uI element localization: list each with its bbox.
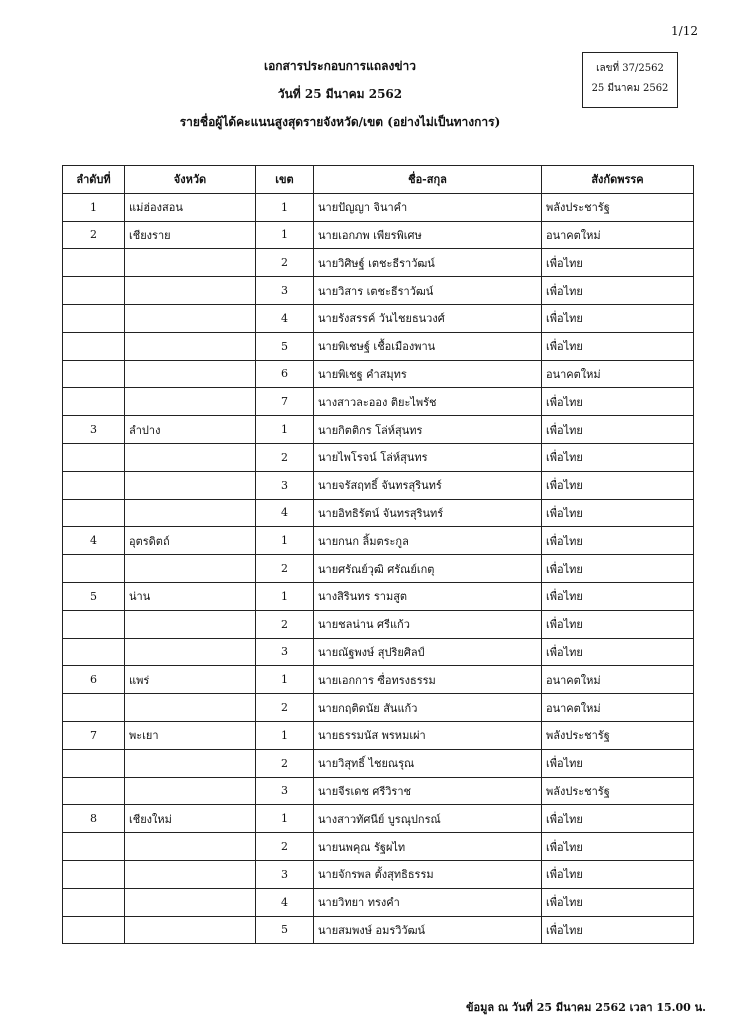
cell-name: นายพิเชฐ คำสมุทร [314,360,542,388]
cell-party: เพื่อไทย [542,332,694,360]
cell-party: เพื่อไทย [542,833,694,861]
cell-province: ลำปาง [125,416,256,444]
cell-name: นายจักรพล ตั้งสุทธิธรรม [314,860,542,888]
table-row [63,277,694,305]
header-party: สังกัดพรรค [542,166,694,194]
cell-province [125,332,256,360]
cell-province [125,860,256,888]
table-row [63,527,694,555]
cell-district: 5 [256,916,314,944]
cell-no [63,860,125,888]
cell-no [63,777,125,805]
cell-party: เพื่อไทย [542,443,694,471]
cell-district: 1 [256,805,314,833]
cell-province [125,777,256,805]
cell-no [63,555,125,583]
cell-no [63,443,125,471]
header-district: เขต [256,166,314,194]
cell-no: 1 [63,193,125,221]
cell-no [63,638,125,666]
cell-province [125,694,256,722]
cell-no [63,277,125,305]
cell-party: เพื่อไทย [542,555,694,583]
cell-no [63,499,125,527]
cell-province: น่าน [125,582,256,610]
table-row [63,777,694,805]
header-province: จังหวัด [125,166,256,194]
cell-district: 2 [256,555,314,583]
cell-province: แม่ฮ่องสอน [125,193,256,221]
cell-no: 7 [63,721,125,749]
cell-district: 2 [256,833,314,861]
footer-note: ข้อมูล ณ วันที่ 25 มีนาคม 2562 เวลา 15.00 น. [465,1001,706,1014]
cell-party: เพื่อไทย [542,249,694,277]
cell-name: นายวิสุทธิ์ ไชยณรุณ [314,749,542,777]
table-row [63,610,694,638]
cell-province [125,833,256,861]
table-row [63,471,694,499]
cell-party: เพื่อไทย [542,471,694,499]
cell-province [125,499,256,527]
cell-no: 2 [63,221,125,249]
cell-party: เพื่อไทย [542,582,694,610]
document-date: วันที่ 25 มีนาคม 2562 [277,87,403,101]
cell-party: เพื่อไทย [542,388,694,416]
cell-district: 3 [256,277,314,305]
header-no: ลำดับที่ [63,166,125,194]
document-header [120,52,560,136]
cell-district: 3 [256,638,314,666]
table-row [63,304,694,332]
cell-name: นายอิทธิรัตน์ จันทรสุรินทร์ [314,499,542,527]
cell-name: นายศรัณย์วุฒิ ศรัณย์เกตุ [314,555,542,583]
table-row [63,888,694,916]
cell-name: นายวิศิษฐ์ เตชะธีราวัฒน์ [314,249,542,277]
cell-no: 8 [63,805,125,833]
table-row [63,193,694,221]
cell-name: นายกนก ลิ้มตระกูล [314,527,542,555]
results-body [63,193,694,944]
cell-district: 2 [256,694,314,722]
table-row [63,443,694,471]
cell-name: นายจีรเดช ศรีวิราช [314,777,542,805]
cell-name: นายธรรมนัส พรหมเผ่า [314,721,542,749]
cell-province [125,249,256,277]
cell-province [125,443,256,471]
table-row [63,749,694,777]
table-row [63,221,694,249]
cell-district: 2 [256,249,314,277]
cell-district: 6 [256,360,314,388]
cell-name: นางสาวละออง ติยะไพรัช [314,388,542,416]
cell-party: เพื่อไทย [542,527,694,555]
document-subtitle: รายชื่อผู้ได้คะแนนสูงสุดรายจังหวัด/เขต (อย่างไม่เป็นทางการ) [179,115,501,129]
cell-no [63,304,125,332]
cell-no [63,749,125,777]
cell-name: นายเอกภพ เพียรพิเศษ [314,221,542,249]
table-row [63,805,694,833]
cell-province [125,360,256,388]
table-row [63,249,694,277]
cell-no [63,888,125,916]
results-table [62,165,694,944]
cell-party: พลังประชารัฐ [542,721,694,749]
cell-party: เพื่อไทย [542,805,694,833]
cell-province [125,610,256,638]
cell-name: นายพิเชษฐ์ เชื้อเมืองพาน [314,332,542,360]
cell-district: 3 [256,860,314,888]
cell-party: เพื่อไทย [542,888,694,916]
table-row [63,860,694,888]
cell-party: เพื่อไทย [542,499,694,527]
cell-name: นายณัฐพงษ์ สุปริยศิลป์ [314,638,542,666]
cell-name: นายชลน่าน ศรีแก้ว [314,610,542,638]
cell-party: พลังประชารัฐ [542,193,694,221]
cell-province [125,471,256,499]
cell-no [63,916,125,944]
cell-no: 5 [63,582,125,610]
cell-district: 2 [256,443,314,471]
cell-name: นายกิตติกร โล่ห์สุนทร [314,416,542,444]
table-row [63,388,694,416]
cell-province [125,277,256,305]
table-row [63,499,694,527]
cell-name: นายกฤติดนัย สันแก้ว [314,694,542,722]
cell-name: นายนพคุณ รัฐผไท [314,833,542,861]
cell-no: 3 [63,416,125,444]
cell-no [63,332,125,360]
cell-district: 4 [256,304,314,332]
table-row [63,332,694,360]
cell-province: แพร่ [125,666,256,694]
cell-name: นายสมพงษ์ อมรวิวัฒน์ [314,916,542,944]
cell-province [125,749,256,777]
cell-district: 5 [256,332,314,360]
table-row [63,916,694,944]
cell-province [125,638,256,666]
page-number: 1/12 [671,24,698,38]
cell-party: อนาคตใหม่ [542,694,694,722]
cell-name: นายไพโรจน์ โล่ห์สุนทร [314,443,542,471]
cell-name: นายจรัสฤทธิ์ จันทรสุรินทร์ [314,471,542,499]
document-number-date: 25 มีนาคม 2562 [591,83,669,94]
table-row [63,582,694,610]
cell-no [63,694,125,722]
cell-no: 4 [63,527,125,555]
table-row [63,555,694,583]
cell-district: 4 [256,499,314,527]
cell-district: 7 [256,388,314,416]
cell-party: อนาคตใหม่ [542,360,694,388]
document-number-box [582,52,678,108]
table-row [63,694,694,722]
cell-no [63,360,125,388]
document-title: เอกสารประกอบการแถลงข่าว [263,59,417,73]
cell-party: เพื่อไทย [542,638,694,666]
table-row [63,833,694,861]
cell-province: เชียงราย [125,221,256,249]
table-row [63,638,694,666]
header-name: ชื่อ-สกุล [314,166,542,194]
cell-party: เพื่อไทย [542,416,694,444]
cell-district: 2 [256,610,314,638]
cell-district: 3 [256,777,314,805]
cell-party: เพื่อไทย [542,610,694,638]
table-row [63,360,694,388]
cell-name: นายรังสรรค์ วันไชยธนวงศ์ [314,304,542,332]
cell-district: 4 [256,888,314,916]
cell-district: 1 [256,416,314,444]
cell-district: 1 [256,721,314,749]
cell-name: นายปัญญา จินาคำ [314,193,542,221]
cell-district: 1 [256,582,314,610]
cell-name: นายวิสาร เตชะธีราวัฒน์ [314,277,542,305]
cell-province [125,304,256,332]
table-row [63,721,694,749]
cell-district: 1 [256,221,314,249]
cell-no [63,471,125,499]
cell-party: เพื่อไทย [542,277,694,305]
cell-no [63,610,125,638]
cell-party: เพื่อไทย [542,860,694,888]
cell-district: 1 [256,666,314,694]
table-row [63,666,694,694]
cell-party: พลังประชารัฐ [542,777,694,805]
cell-province [125,888,256,916]
cell-province [125,388,256,416]
cell-district: 2 [256,749,314,777]
cell-province: อุตรดิตถ์ [125,527,256,555]
cell-province: เชียงใหม่ [125,805,256,833]
table-header-row [63,166,694,194]
cell-party: เพื่อไทย [542,916,694,944]
document-number: เลขที่ 37/2562 [596,63,664,74]
cell-district: 1 [256,193,314,221]
cell-province: พะเยา [125,721,256,749]
cell-name: นางสาวทัศนีย์ บูรณุปกรณ์ [314,805,542,833]
cell-name: นายวิทยา ทรงคำ [314,888,542,916]
cell-party: เพื่อไทย [542,749,694,777]
cell-no [63,249,125,277]
cell-no: 6 [63,666,125,694]
cell-no [63,833,125,861]
cell-province [125,916,256,944]
table-row [63,416,694,444]
cell-district: 3 [256,471,314,499]
cell-no [63,388,125,416]
cell-party: อนาคตใหม่ [542,666,694,694]
cell-party: อนาคตใหม่ [542,221,694,249]
cell-province [125,555,256,583]
cell-party: เพื่อไทย [542,304,694,332]
cell-name: นางสิรินทร รามสูต [314,582,542,610]
cell-district: 1 [256,527,314,555]
cell-name: นายเอกการ ซื่อทรงธรรม [314,666,542,694]
